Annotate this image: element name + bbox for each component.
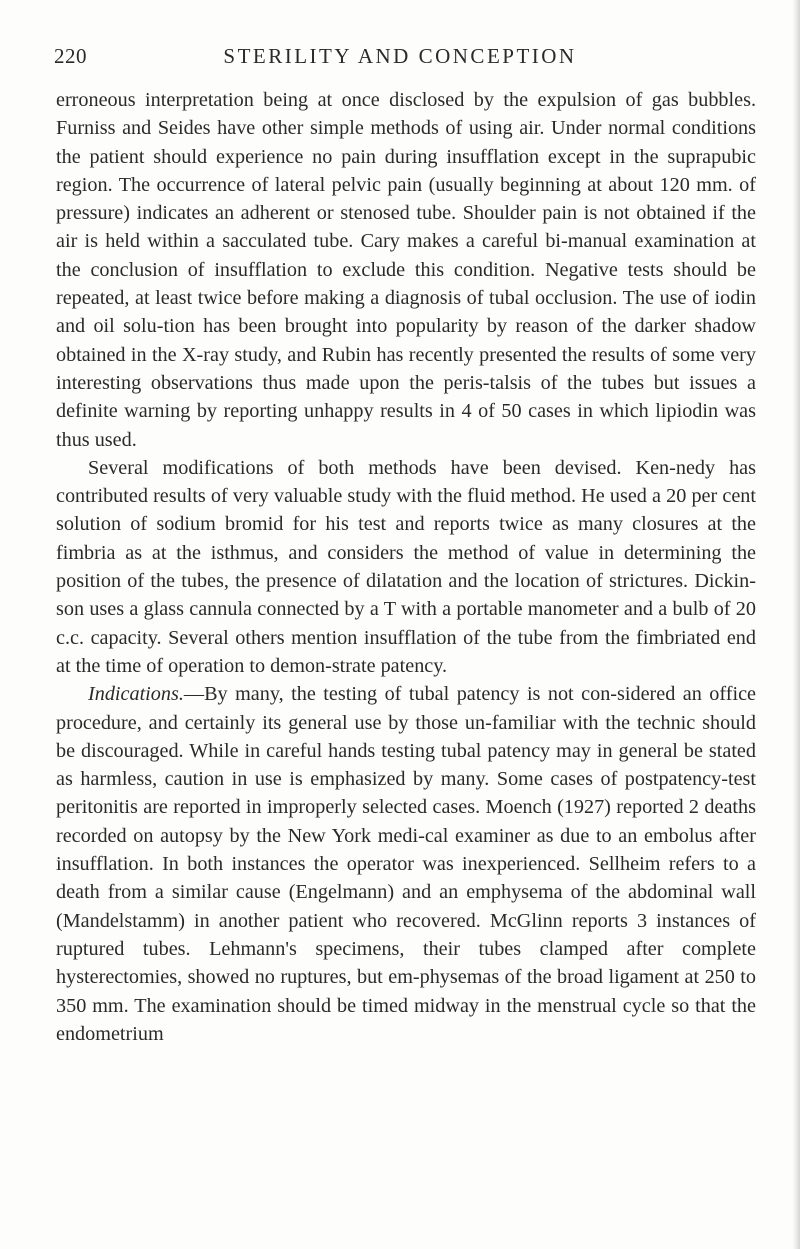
paragraph-indications [56,680,756,1048]
page-edge-shadow [792,0,800,1249]
running-head [54,44,746,74]
indications-heading: Indications. [88,683,184,706]
page-number: 220 [54,44,87,68]
running-title: STERILITY AND CONCEPTION [223,44,577,68]
paragraph-modifications: Several modifications of both methods have been devised. Ken-nedy has contributed results of very valuable study with the fluid method. He used a 20 per cent solution of sodium bromid for his test and reports twice as many closures at the fimbria as at the isthmus, and considers the method of value in determining the position of the tubes, the presence of dilatation and the location of strictures. Dickin-son uses a glass cannula connected by a T with a portable manometer and a bulb of 20 c.c. capacity. Several others mention insufflation of the tube from the fimbriated end at the time of operation to demon-strate patency. [56,456,756,677]
indications-text: —By many, the testing of tubal patency is not con-sidered an office procedure, and certainly its general use by those un-familiar with the technic should be discouraged. While in careful hands testing tubal patency may in general be stated as harmless, caution in use is emphasized by many. Some cases of postpatency-test peritonitis are reported in improperly selected cases. Moench (1927) reported 2 deaths recorded on autopsy by the New York medi-cal examiner as due to an embolus after insufflation. In both instances the operator was inexperienced. Sellheim refers to a death from a similar cause (Engelmann) and an emphysema of the abdominal wall (Mandelstamm) in another patient who recovered. McGlinn reports 3 instances of ruptured tubes. Lehmann's specimens, their tubes clamped after complete hysterectomies, showed no ruptures, but em-physemas of the broad ligament at 250 to 350 mm. The examination should be timed midway in the menstrual cycle so that the endometrium [56,683,756,1045]
body-text [56,86,756,1048]
paragraph-continued: erroneous interpretation being at once disclosed by the expulsion of gas bubbles. Furniss and Seides have other simple methods of using air. Under normal conditions the patient should experience no pain during insufflation except in the suprapubic region. The occurrence of lateral pelvic pain (usually beginning at about 120 mm. of pressure) indicates an adherent or stenosed tube. Shoulder pain is not obtained if the air is held within a sacculated tube. Cary makes a careful bi-manual examination at the conclusion of insufflation to exclude this condition. Negative tests should be repeated, at least twice before making a diagnosis of tubal occlusion. The use of iodin and oil solu-tion has been brought into popularity by reason of the darker shadow obtained in the X-ray study, and Rubin has recently presented the results of some very interesting observations thus made upon the peris-talsis of the tubes but issues a definite warning by reporting unhappy results in 4 of 50 cases in which lipiodin was thus used. [56,89,756,451]
